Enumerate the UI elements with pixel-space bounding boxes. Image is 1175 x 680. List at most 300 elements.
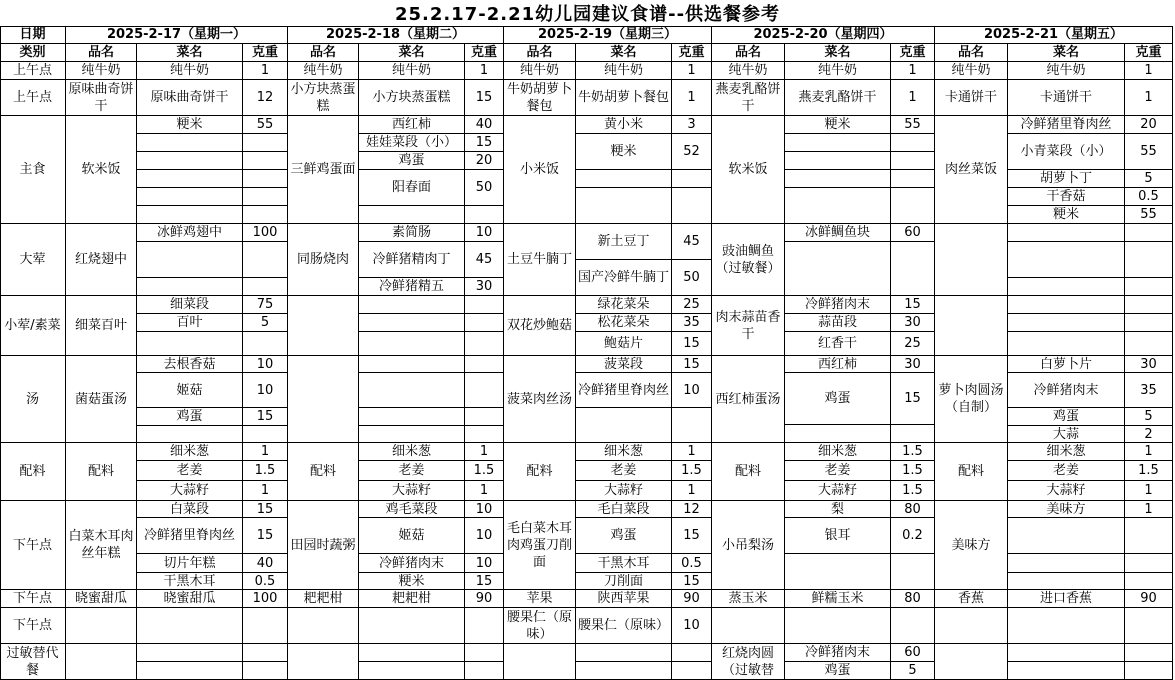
weight-cell: 15 [891, 296, 935, 314]
ingredient-cell [359, 373, 465, 408]
ingredient-cell [785, 554, 891, 590]
ingredient-cell: 西红柿 [785, 356, 891, 373]
ingredient-cell: 胡萝卜丁 [1008, 170, 1125, 188]
ingredient-cell: 美味方 [1008, 501, 1125, 518]
dish-name-cell: 小米饭 [504, 116, 576, 224]
weight-cell: 12 [672, 501, 712, 518]
weight-cell [243, 206, 288, 224]
weight-cell: 1.5 [243, 461, 288, 481]
weight-cell [891, 152, 935, 170]
header-weight-label: 克重 [243, 44, 288, 62]
ingredient-cell [359, 356, 465, 373]
ingredient-cell [359, 426, 465, 443]
weight-cell: 35 [672, 314, 712, 332]
weight-cell [1125, 224, 1173, 242]
ingredient-cell: 老姜 [359, 461, 465, 481]
ingredient-cell [1008, 554, 1125, 573]
ingredient-cell: 干黑木耳 [576, 554, 672, 573]
dish-name-cell: 田园时蔬粥 [288, 501, 359, 590]
weight-cell [243, 170, 288, 188]
dish-name-cell: 耙耙柑 [288, 590, 359, 608]
header-ingredient-label: 菜名 [1008, 44, 1125, 62]
weight-cell [1125, 314, 1173, 332]
weight-cell: 1 [465, 62, 504, 80]
ingredient-cell: 纯牛奶 [785, 62, 891, 80]
ingredient-cell: 老姜 [137, 461, 243, 481]
dish-name-cell: 纯牛奶 [66, 62, 137, 80]
weight-cell: 25 [891, 332, 935, 356]
ingredient-cell: 鸡蛋 [785, 662, 891, 680]
ingredient-cell: 白菜段 [137, 501, 243, 518]
dish-name-cell [935, 644, 1008, 680]
ingredient-cell: 毛白菜段 [576, 501, 672, 518]
weight-cell [465, 662, 504, 680]
weight-cell [243, 242, 288, 278]
ingredient-cell [576, 408, 672, 443]
header-day-date: 2025-2-19（星期三） [504, 26, 712, 44]
weight-cell: 40 [465, 116, 504, 134]
ingredient-cell: 冷鲜猪肉末 [785, 644, 891, 662]
weight-cell [465, 296, 504, 314]
dish-name-cell [66, 608, 137, 644]
category-cell: 上午点 [0, 62, 66, 80]
header-ingredient-label: 菜名 [137, 44, 243, 62]
dish-name-cell [288, 296, 359, 356]
ingredient-cell: 冷鲜猪里脊肉丝 [576, 373, 672, 408]
weight-cell: 1 [243, 443, 288, 461]
weight-cell [243, 662, 288, 680]
category-cell: 下午点 [0, 608, 66, 644]
ingredient-cell: 牛奶胡萝卜餐包 [576, 80, 672, 116]
ingredient-cell [1008, 573, 1125, 590]
dish-name-cell: 配料 [935, 443, 1008, 501]
category-cell: 主食 [0, 116, 66, 224]
weight-cell: 100 [243, 590, 288, 608]
weight-cell: 0.5 [243, 573, 288, 590]
dish-name-cell [935, 608, 1008, 644]
header-dish-label: 品名 [66, 44, 137, 62]
ingredient-cell: 小方块蒸蛋糕 [359, 80, 465, 116]
ingredient-cell: 冷鲜猪里脊肉丝 [137, 518, 243, 554]
category-cell: 配料 [0, 443, 66, 501]
dish-name-cell: 土豆牛腩丁 [504, 224, 576, 296]
header-ingredient-label: 菜名 [359, 44, 465, 62]
weight-cell: 1.5 [1125, 461, 1173, 481]
ingredient-cell [576, 644, 672, 662]
weight-cell: 10 [465, 224, 504, 242]
ingredient-cell [1008, 662, 1125, 680]
dish-name-cell [504, 644, 576, 680]
ingredient-cell: 大蒜 [1008, 426, 1125, 443]
ingredient-cell: 国产冷鲜牛腩丁 [576, 260, 672, 296]
weight-cell [243, 332, 288, 356]
weight-cell: 12 [243, 80, 288, 116]
ingredient-cell: 鸡蛋 [785, 373, 891, 425]
ingredient-cell: 细米葱 [359, 443, 465, 461]
ingredient-cell: 新土豆丁 [576, 224, 672, 260]
ingredient-cell [137, 170, 243, 188]
category-cell: 下午点 [0, 590, 66, 608]
ingredient-cell: 鸡蛋 [359, 152, 465, 170]
dish-name-cell: 同肠烧肉 [288, 224, 359, 296]
weight-cell: 80 [891, 590, 935, 608]
ingredient-cell: 纯牛奶 [137, 62, 243, 80]
weight-cell: 15 [465, 134, 504, 152]
ingredient-cell: 细菜段 [137, 296, 243, 314]
weight-cell: 1 [672, 62, 712, 80]
ingredient-cell: 百叶 [137, 314, 243, 332]
ingredient-cell: 黄小米 [576, 116, 672, 134]
weight-cell: 55 [1125, 206, 1173, 224]
weight-cell: 50 [465, 170, 504, 206]
category-cell: 小荤/素菜 [0, 296, 66, 356]
header-weight-label: 克重 [891, 44, 935, 62]
dish-name-cell: 纯牛奶 [288, 62, 359, 80]
weight-cell: 1 [1125, 501, 1173, 518]
ingredient-cell [359, 608, 465, 644]
ingredient-cell [359, 644, 465, 662]
dish-name-cell: 卡通饼干 [935, 80, 1008, 116]
weight-cell [891, 554, 935, 590]
weight-cell: 1 [1125, 481, 1173, 501]
ingredient-cell [1008, 332, 1125, 356]
weight-cell: 45 [672, 224, 712, 260]
dish-name-cell [66, 644, 137, 680]
ingredient-cell: 粳米 [1008, 206, 1125, 224]
weight-cell: 10 [465, 518, 504, 554]
ingredient-cell [137, 644, 243, 662]
ingredient-cell [576, 188, 672, 224]
header-ingredient-label: 菜名 [576, 44, 672, 62]
dish-name-cell: 毛白菜木耳肉鸡蛋刀削面 [504, 501, 576, 590]
ingredient-cell: 大蒜籽 [359, 481, 465, 501]
dish-name-cell: 蒸玉米 [712, 590, 785, 608]
ingredient-cell [137, 188, 243, 206]
weight-cell: 1 [891, 62, 935, 80]
weight-cell: 1 [243, 62, 288, 80]
ingredient-cell: 鸡蛋 [1008, 408, 1125, 426]
weight-cell [1125, 608, 1173, 644]
dish-name-cell [935, 296, 1008, 356]
weight-cell: 15 [891, 373, 935, 425]
dish-name-cell: 豉油鲷鱼（过敏餐） [712, 224, 785, 296]
weight-cell: 15 [465, 573, 504, 590]
weight-cell [243, 152, 288, 170]
dish-name-cell: 配料 [66, 443, 137, 501]
dish-name-cell: 三鲜鸡蛋面 [288, 116, 359, 224]
ingredient-cell: 细米葱 [785, 443, 891, 461]
header-dish-label: 品名 [712, 44, 785, 62]
ingredient-cell: 阳春面 [359, 170, 465, 206]
weight-cell [672, 170, 712, 188]
header-dish-label: 品名 [935, 44, 1008, 62]
ingredient-cell: 娃娃菜段（小） [359, 134, 465, 152]
weight-cell: 10 [465, 554, 504, 573]
ingredient-cell: 鸡蛋 [137, 408, 243, 426]
ingredient-cell: 姬菇 [137, 373, 243, 408]
ingredient-cell: 卡通饼干 [1008, 80, 1125, 116]
weight-cell [465, 314, 504, 332]
ingredient-cell: 干黑木耳 [137, 573, 243, 590]
weight-cell [891, 425, 935, 443]
ingredient-cell [1008, 518, 1125, 554]
ingredient-cell: 原味曲奇饼干 [137, 80, 243, 116]
ingredient-cell [785, 608, 891, 644]
ingredient-cell: 冷鲜猪肉末 [359, 554, 465, 573]
ingredient-cell: 鸡毛菜段 [359, 501, 465, 518]
dish-name-cell: 纯牛奶 [935, 62, 1008, 80]
weight-cell: 0.2 [891, 518, 935, 554]
dish-name-cell: 燕麦乳酪饼干 [712, 80, 785, 116]
weight-cell [672, 408, 712, 443]
weight-cell: 1 [1125, 443, 1173, 461]
weight-cell [891, 170, 935, 188]
ingredient-cell: 冷鲜猪里脊肉丝 [1008, 116, 1125, 134]
dish-name-cell: 软米饭 [712, 116, 785, 224]
ingredient-cell: 去根香菇 [137, 356, 243, 373]
ingredient-cell [359, 296, 465, 314]
category-cell: 上午点 [0, 80, 66, 116]
ingredient-cell: 老姜 [576, 461, 672, 481]
dish-name-cell: 双花炒鲍菇 [504, 296, 576, 356]
dish-name-cell: 配料 [288, 443, 359, 501]
ingredient-cell: 大蒜籽 [137, 481, 243, 501]
dish-name-cell: 原味曲奇饼干 [66, 80, 137, 116]
ingredient-cell [785, 170, 891, 188]
weight-cell: 3 [672, 116, 712, 134]
header-weight-label: 克重 [465, 44, 504, 62]
weight-cell [1125, 644, 1173, 662]
ingredient-cell: 细米葱 [1008, 443, 1125, 461]
weight-cell: 10 [672, 373, 712, 408]
weight-cell: 1 [465, 481, 504, 501]
category-cell: 过敏替代餐 [0, 644, 66, 680]
ingredient-cell: 菠菜段 [576, 356, 672, 373]
ingredient-cell: 鸡蛋 [576, 518, 672, 554]
dish-name-cell: 香蕉 [935, 590, 1008, 608]
weight-cell: 0.5 [672, 554, 712, 573]
ingredient-cell: 大蒜籽 [785, 481, 891, 501]
dish-name-cell: 苹果 [504, 590, 576, 608]
weight-cell: 1.5 [891, 443, 935, 461]
weight-cell: 5 [891, 662, 935, 680]
ingredient-cell [359, 332, 465, 356]
ingredient-cell: 细米葱 [137, 443, 243, 461]
ingredient-cell: 冷鲜猪肉末 [1008, 373, 1125, 408]
ingredient-cell: 细米葱 [576, 443, 672, 461]
header-dish-label: 品名 [504, 44, 576, 62]
dish-name-cell: 配料 [504, 443, 576, 501]
weight-cell: 15 [465, 80, 504, 116]
ingredient-cell [1008, 242, 1125, 278]
weight-cell [243, 188, 288, 206]
ingredient-cell [359, 314, 465, 332]
weight-cell [465, 408, 504, 426]
ingredient-cell: 小青菜段（小） [1008, 134, 1125, 170]
weight-cell: 52 [672, 134, 712, 170]
category-cell: 下午点 [0, 501, 66, 590]
weight-cell: 90 [1125, 590, 1173, 608]
weight-cell [243, 278, 288, 296]
ingredient-cell [137, 242, 243, 278]
ingredient-cell [1008, 296, 1125, 314]
ingredient-cell: 绿花菜朵 [576, 296, 672, 314]
dish-name-cell: 肉末蒜苗香干 [712, 296, 785, 356]
ingredient-cell: 粳米 [576, 134, 672, 170]
ingredient-cell [785, 152, 891, 170]
ingredient-cell: 松花菜朵 [576, 314, 672, 332]
weight-cell [243, 644, 288, 662]
header-weight-label: 克重 [1125, 44, 1173, 62]
ingredient-cell: 银耳 [785, 518, 891, 554]
weight-cell: 10 [465, 501, 504, 518]
dish-name-cell [288, 644, 359, 680]
ingredient-cell: 粳米 [137, 116, 243, 134]
weight-cell [465, 206, 504, 224]
weight-cell: 1 [672, 443, 712, 461]
header-day-date: 2025-2-20（星期四） [712, 26, 935, 44]
weight-cell: 10 [243, 373, 288, 408]
weight-cell: 100 [243, 224, 288, 242]
weight-cell [1125, 554, 1173, 573]
dish-name-cell: 纯牛奶 [504, 62, 576, 80]
dish-name-cell: 软米饭 [66, 116, 137, 224]
header-date-label: 日期 [0, 26, 66, 44]
ingredient-cell [359, 662, 465, 680]
ingredient-cell [137, 426, 243, 443]
ingredient-cell: 耙耙柑 [359, 590, 465, 608]
dish-name-cell: 白菜木耳肉丝年糕 [66, 501, 137, 590]
ingredient-cell [1008, 644, 1125, 662]
weight-cell: 15 [672, 573, 712, 590]
ingredient-cell: 冰鲜鸡翅中 [137, 224, 243, 242]
weight-cell: 60 [891, 224, 935, 242]
dish-name-cell [935, 224, 1008, 296]
ingredient-cell [359, 206, 465, 224]
ingredient-cell [137, 134, 243, 152]
dish-name-cell: 美味方 [935, 501, 1008, 590]
weight-cell [891, 242, 935, 296]
weight-cell: 5 [243, 314, 288, 332]
ingredient-cell [785, 188, 891, 224]
ingredient-cell: 老姜 [785, 461, 891, 481]
weight-cell: 5 [1125, 170, 1173, 188]
ingredient-cell [359, 408, 465, 426]
weight-cell [243, 608, 288, 644]
weight-cell [465, 644, 504, 662]
ingredient-cell [1008, 314, 1125, 332]
dish-name-cell: 牛奶胡萝卜餐包 [504, 80, 576, 116]
weight-cell: 20 [1125, 116, 1173, 134]
weight-cell [891, 134, 935, 152]
dish-name-cell: 菠菜肉丝汤 [504, 356, 576, 443]
header-day-date: 2025-2-17（星期一） [66, 26, 288, 44]
ingredient-cell: 冷鲜猪精肉丁 [359, 242, 465, 278]
dish-name-cell [712, 608, 785, 644]
weight-cell [1125, 573, 1173, 590]
ingredient-cell: 腰果仁（原味） [576, 608, 672, 644]
ingredient-cell: 进口香蕉 [1008, 590, 1125, 608]
weight-cell: 50 [672, 260, 712, 296]
weight-cell [672, 662, 712, 680]
ingredient-cell: 粳米 [359, 573, 465, 590]
weight-cell: 15 [243, 501, 288, 518]
weight-cell [1125, 242, 1173, 278]
weight-cell [1125, 332, 1173, 356]
ingredient-cell [137, 206, 243, 224]
weight-cell: 35 [1125, 373, 1173, 408]
weight-cell: 60 [891, 644, 935, 662]
header-category-label: 类别 [0, 44, 66, 62]
weight-cell [891, 188, 935, 224]
ingredient-cell: 大蒜籽 [576, 481, 672, 501]
ingredient-cell [1008, 278, 1125, 296]
ingredient-cell [785, 134, 891, 152]
ingredient-cell: 纯牛奶 [1008, 62, 1125, 80]
ingredient-cell [137, 152, 243, 170]
weight-cell [1125, 278, 1173, 296]
dish-name-cell: 萝卜肉圆汤（自制） [935, 356, 1008, 443]
weight-cell: 0.5 [1125, 188, 1173, 206]
weight-cell [1125, 662, 1173, 680]
ingredient-cell [1008, 608, 1125, 644]
weight-cell [672, 644, 712, 662]
ingredient-cell: 冰鲜鲷鱼块 [785, 224, 891, 242]
ingredient-cell: 晓蜜甜瓜 [137, 590, 243, 608]
header-day-date: 2025-2-18（星期二） [288, 26, 504, 44]
ingredient-cell: 干香菇 [1008, 188, 1125, 206]
ingredient-cell [785, 425, 891, 443]
weight-cell [891, 608, 935, 644]
weight-cell: 15 [243, 408, 288, 426]
ingredient-cell: 素简肠 [359, 224, 465, 242]
weight-cell: 30 [465, 278, 504, 296]
weight-cell: 1 [465, 443, 504, 461]
weight-cell: 30 [891, 356, 935, 373]
weight-cell: 1 [1125, 80, 1173, 116]
dish-name-cell: 红烧翅中 [66, 224, 137, 296]
ingredient-cell [576, 662, 672, 680]
weight-cell: 1.5 [891, 461, 935, 481]
weight-cell [1125, 518, 1173, 554]
ingredient-cell: 蒜苗段 [785, 314, 891, 332]
weight-cell: 10 [243, 356, 288, 373]
dish-name-cell [288, 608, 359, 644]
weight-cell: 80 [891, 501, 935, 518]
dish-name-cell: 小吊梨汤 [712, 501, 785, 590]
ingredient-cell: 纯牛奶 [359, 62, 465, 80]
weight-cell: 30 [1125, 356, 1173, 373]
weight-cell [465, 332, 504, 356]
dish-name-cell: 红烧肉圆（过敏替 [712, 644, 785, 680]
weight-cell: 1.5 [672, 461, 712, 481]
ingredient-cell [137, 608, 243, 644]
header-day-date: 2025-2-21（星期五） [935, 26, 1173, 44]
weight-cell [465, 426, 504, 443]
weight-cell: 30 [891, 314, 935, 332]
weight-cell: 55 [1125, 134, 1173, 170]
weight-cell: 25 [672, 296, 712, 314]
weight-cell: 1.5 [891, 481, 935, 501]
header-ingredient-label: 菜名 [785, 44, 891, 62]
ingredient-cell [137, 332, 243, 356]
weight-cell: 90 [672, 590, 712, 608]
ingredient-cell: 纯牛奶 [576, 62, 672, 80]
weight-cell: 15 [672, 518, 712, 554]
weight-cell: 2 [1125, 426, 1173, 443]
ingredient-cell: 鲍菇片 [576, 332, 672, 356]
ingredient-cell: 粳米 [785, 116, 891, 134]
